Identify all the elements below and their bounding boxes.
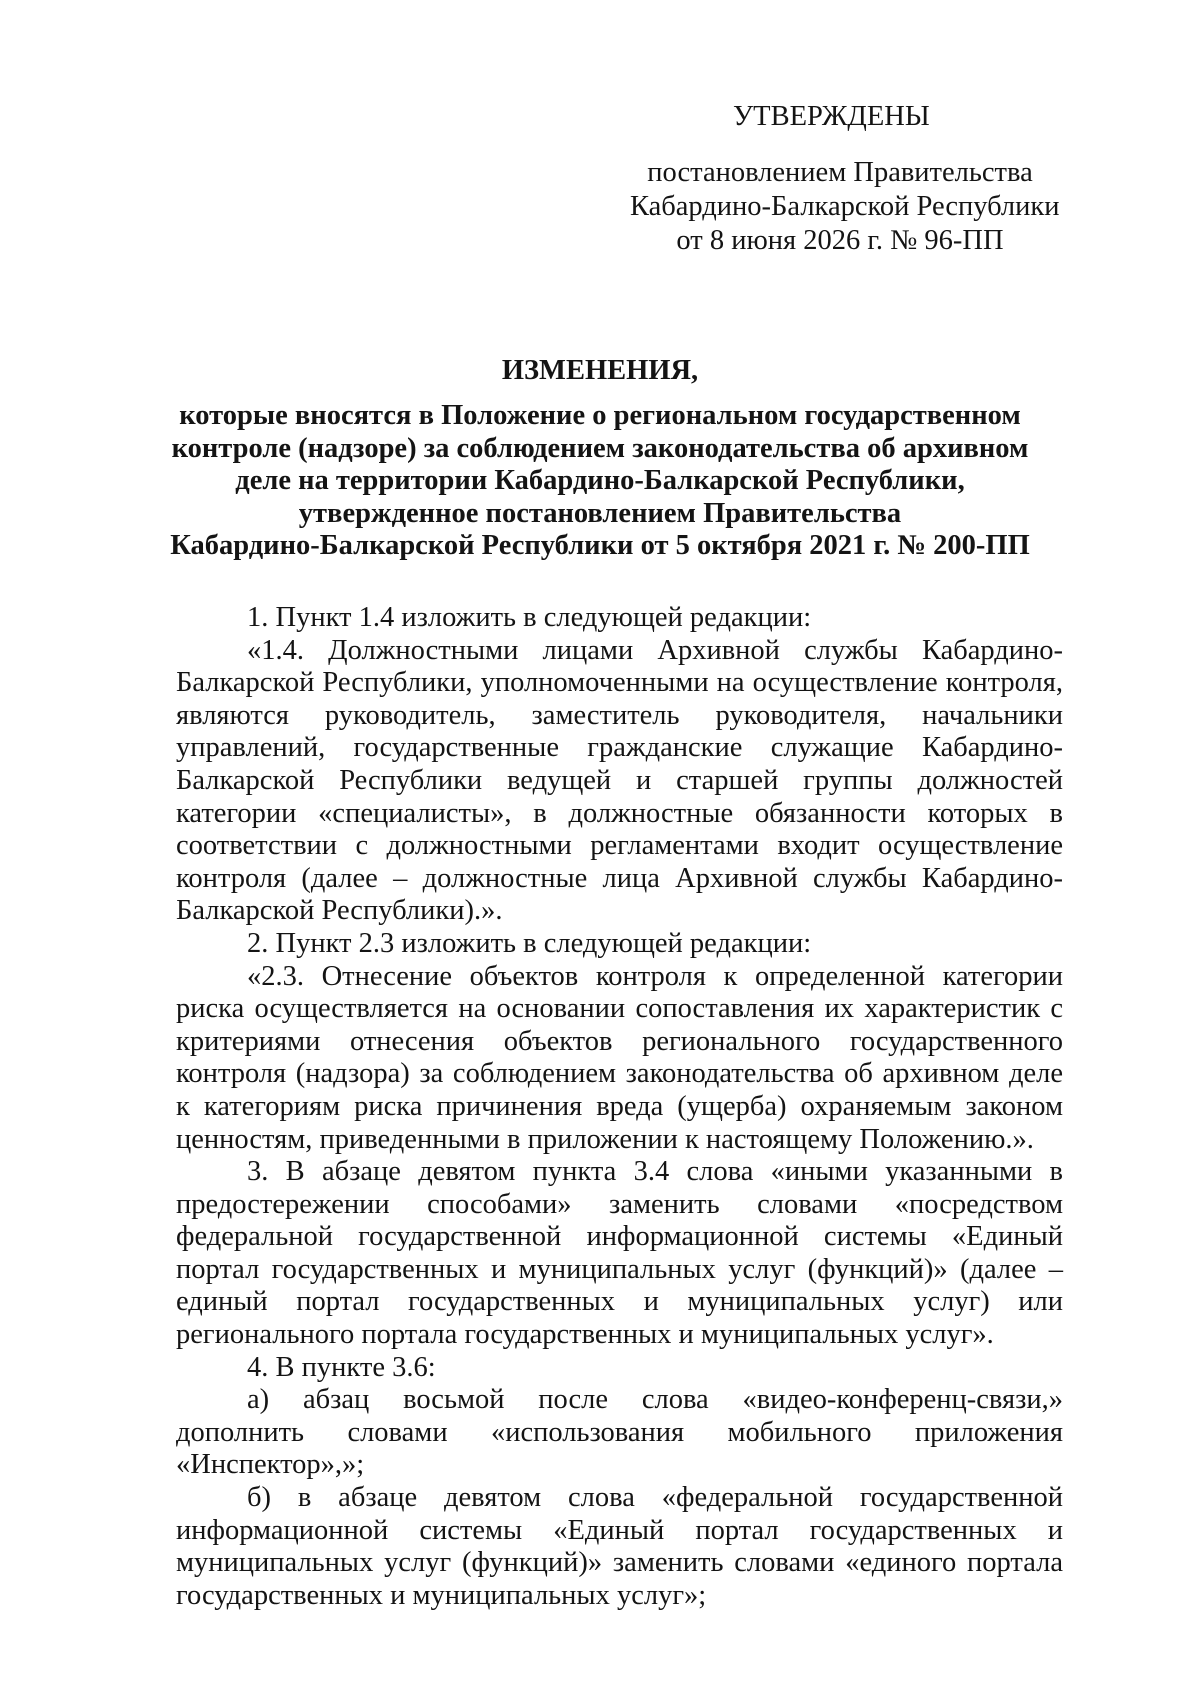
paragraph-item-4: 4. В пункте 3.6:	[247, 1351, 436, 1383]
paragraph-item-4b: б) в абзаце девятом слова «федеральной государственной информационной системы «Единый портал государственных и муниципальных услуг (функций)» заменить словами «единого портала государственных и муниципальных услуг»;	[176, 1482, 1063, 1611]
subtitle-line: которые вносятся в Положение о региональном государственном	[179, 400, 1021, 431]
document-body	[176, 602, 1063, 1612]
subtitle-line: контроле (надзоре) за соблюдением законодательства об архивном	[171, 432, 1029, 464]
paragraph-item-2: 2. Пункт 2.3 изложить в следующей редакции:	[247, 927, 812, 959]
paragraph-item-4a: а) абзац восьмой после слова «видео-конференц-связи,» дополнить словами «использования мобильного приложения «Инспектор»,»;	[176, 1384, 1063, 1481]
document-title: ИЗМЕНЕНИЯ,	[501, 355, 699, 386]
subtitle-line: утвержденное постановлением Правительства	[298, 497, 902, 529]
subtitle-line: деле на территории Кабардино-Балкарской Республики,	[235, 465, 965, 496]
subtitle-line: Кабардино-Балкарской Республики от 5 октября 2021 г. № 200-ПП	[170, 530, 1030, 561]
paragraph-quote-2-3: «2.3. Отнесение объектов контроля к определенной категории риска осуществляется на основании сопоставления их характеристик с критериями отнесения объектов регионального государственного контроля (надзора) за соблюдением законодательства об архивном деле к категориям риска причинения вреда (ущерба) охраняемым законом ценностям, приведенными в приложении к настоящему Положению.».	[176, 960, 1063, 1155]
approval-line-1: постановлением Правительства	[647, 157, 1033, 188]
paragraph-item-3: 3. В абзаце девятом пункта 3.4 слова «иными указанными в предостережении способами» заменить словами «посредством федеральной государственной информационной системы «Единый портал государственных и муниципальных услуг (функций)» (далее – единый портал государственных и муниципальных услуг) или регионального портала государственных и муниципальных услуг».	[176, 1156, 1063, 1351]
approval-line-2: Кабардино-Балкарской Республики	[630, 191, 1060, 222]
document-subtitle	[150, 400, 1050, 563]
paragraph-quote-1-4: «1.4. Должностными лицами Архивной службы Кабардино-Балкарской Республики, уполномоченными на осуществление контроля, являются руководитель, заместитель руководителя, начальники управлений, государственные гражданские служащие Кабардино-Балкарской Республики ведущей и старшей группы должностей категории «специалисты», в должностные обязанности которых в соответствии с должностными регламентами входит осуществление контроля (далее – должностные лица Архивной службы Кабардино-Балкарской Республики).».	[176, 634, 1063, 927]
approval-block	[630, 100, 1060, 258]
paragraph-item-1: 1. Пункт 1.4 изложить в следующей редакции:	[247, 602, 812, 633]
approval-label: УТВЕРЖДЕНЫ	[733, 101, 930, 132]
approval-line-3: от 8 июня 2026 г. № 96-ПП	[676, 225, 1004, 256]
